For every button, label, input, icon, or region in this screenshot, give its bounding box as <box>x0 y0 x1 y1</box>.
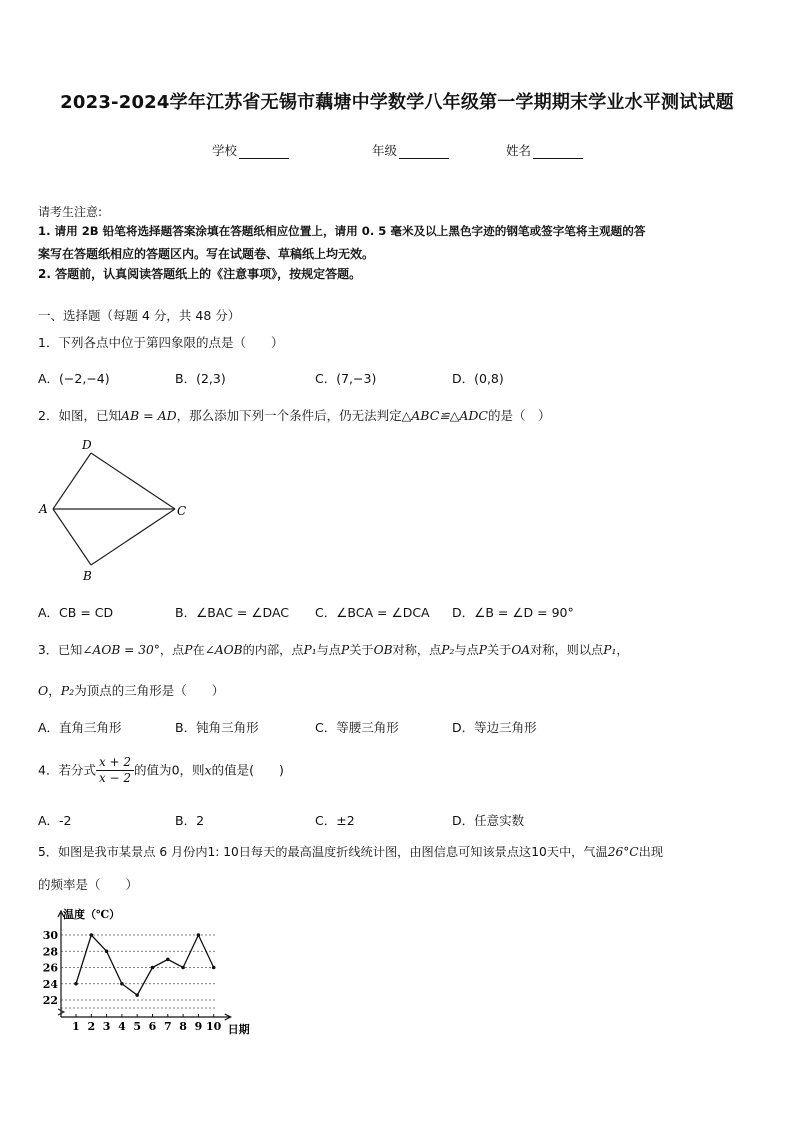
q3-t1: 3．已知 <box>38 643 83 657</box>
q2-stem-pre: 2．如图，已知 <box>38 408 121 423</box>
segment-bc <box>91 509 175 565</box>
x-tick-label-2: 2 <box>87 1020 96 1033</box>
q4-option-a: A．-2 <box>38 813 72 828</box>
q3-p2-b: P₂ <box>60 683 75 698</box>
q4-option-c: C．±2 <box>315 813 355 828</box>
name-label: 姓名 <box>506 143 532 158</box>
data-point-day-3 <box>105 949 109 953</box>
temperature-series-line <box>76 935 214 995</box>
question-5-line-1 <box>38 843 663 860</box>
question-5-line-2: 的频率是（ ） <box>38 877 139 892</box>
q3-option-b: B．钝角三角形 <box>175 720 259 735</box>
q5-t2: 天中，气温 <box>546 845 608 859</box>
q2-stem-post: 的是（ ） <box>488 408 551 423</box>
q3-p1: P₁ <box>303 643 317 657</box>
q3-ob: OB <box>373 643 393 657</box>
q1-option-a: A．(−2,−4) <box>38 371 110 386</box>
q2-math-ab-ad: AB = AD <box>120 408 177 423</box>
q4-fraction <box>96 755 134 786</box>
y-tick-label-26: 26 <box>42 961 58 975</box>
q2-option-b: B．∠BAC = ∠DAC <box>175 605 290 620</box>
question-3-line-1 <box>38 641 629 658</box>
q3-angle: ∠AOB = 30° <box>82 643 160 657</box>
q3-t2: ，点 <box>159 643 185 657</box>
x-tick-label-1: 1 <box>72 1020 80 1033</box>
q3-t7: 对称，点 <box>392 643 442 657</box>
data-point-day-1 <box>74 982 78 986</box>
q3-t13: 为顶点的三角形是（ ） <box>74 683 225 698</box>
name-blank <box>533 145 583 159</box>
q3-p-c: P <box>478 643 487 657</box>
q5-t1: 5．如图是我市某景点 6 月份内1: 10日每天的最高温度折线统计图，由图信息可知该景点这 <box>38 845 532 859</box>
q2-option-d: D．∠B = ∠D = 90° <box>452 605 574 620</box>
x-tick-label-6: 6 <box>148 1020 157 1033</box>
y-axis-label: 温度（℃） <box>63 908 121 921</box>
school-blank <box>239 145 289 159</box>
notice-line-2: 2. 答题前，认真阅读答题纸上的《注意事项》，按规定答题。 <box>38 267 362 281</box>
question-1-stem: 1．下列各点中位于第四象限的点是（ ） <box>38 335 284 350</box>
q3-t5: 与点 <box>316 643 341 657</box>
q4-zero: 0 <box>171 762 180 778</box>
data-point-day-4 <box>120 982 124 986</box>
label-b: B <box>83 569 92 583</box>
q3-option-a: A．直角三角形 <box>38 720 122 735</box>
y-tick-label-30: 30 <box>42 929 58 942</box>
q3-option-d: D．等边三角形 <box>452 720 537 735</box>
q4-denominator: x − 2 <box>98 771 132 785</box>
x-tick-label-3: 3 <box>102 1020 111 1033</box>
notice-heading: 请考生注意: <box>38 205 103 219</box>
q3-p1-b: P₁ <box>603 643 617 657</box>
grade-blank <box>399 145 449 159</box>
question-3-line-2 <box>38 681 224 699</box>
x-tick-label-10: 10 <box>206 1020 222 1033</box>
q2-figure-quadrilateral <box>30 430 210 590</box>
school-label: 学校 <box>212 143 238 158</box>
q3-p-b: P <box>341 643 350 657</box>
q3-o: O <box>38 683 49 698</box>
q3-t9: 关于 <box>486 643 512 657</box>
q3-angle-2: ∠AOB <box>204 643 243 657</box>
q3-t8: 与点 <box>454 643 479 657</box>
x-axis-label: 日期 <box>227 1023 250 1035</box>
q3-t10: 对称，则以点 <box>530 643 604 657</box>
q1-option-c: C．(7,−3) <box>315 371 377 386</box>
q4-option-b: B．2 <box>175 813 205 828</box>
q4-option-d: D．任意实数 <box>452 813 525 828</box>
q4-x: x <box>204 762 212 778</box>
q1-option-b: B．(2,3) <box>175 371 226 386</box>
x-tick-label-8: 8 <box>179 1020 187 1033</box>
grade-label: 年级 <box>372 143 398 158</box>
q4-t1: 4．若分式 <box>38 762 96 778</box>
q3-option-c: C．等腰三角形 <box>315 720 399 735</box>
q3-t6: 关于 <box>349 643 374 657</box>
q2-option-c: C．∠BCA = ∠DCA <box>315 605 430 620</box>
q3-t12: ， <box>48 683 61 698</box>
page-title: 2023-2024学年江苏省无锡市藕塘中学数学八年级第一学期期末学业水平测试试题 <box>60 92 734 113</box>
q4-t3: ，则 <box>179 762 205 778</box>
q2-option-a: A．CB = CD <box>38 605 114 620</box>
q5-t3: 出现 <box>638 845 664 859</box>
data-point-day-8 <box>181 966 185 970</box>
question-4-stem <box>38 755 284 786</box>
section-heading: 一、选择题（每题 4 分，共 48 分） <box>38 308 241 323</box>
segment-dc <box>91 453 175 509</box>
y-tick-label-24: 24 <box>42 977 58 991</box>
data-point-day-9 <box>197 933 201 937</box>
segment-ad <box>53 453 91 509</box>
notice-line-1b: 案写在答题纸相应的答题区内。写在试题卷、草稿纸上均无效。 <box>38 247 375 261</box>
notice-line-1a: 1. 请用 2B 铅笔将选择题答案涂填在答题纸相应位置上，请用 0. 5 毫米及以上黑色字迹的钢笔或签字笔将主观题的答 <box>38 224 646 238</box>
q4-t2: 的值为 <box>134 762 172 778</box>
data-point-day-5 <box>135 993 139 997</box>
q3-t3: 在 <box>192 643 205 657</box>
school-field <box>212 141 289 159</box>
q3-p: P <box>184 643 193 657</box>
q4-t4: 的值是( ) <box>211 762 284 778</box>
q5-temp: 26°C <box>607 845 639 859</box>
data-point-day-2 <box>90 933 94 937</box>
x-tick-label-7: 7 <box>163 1020 172 1033</box>
x-tick-label-5: 5 <box>133 1020 142 1033</box>
y-tick-label-22: 22 <box>42 994 58 1007</box>
label-a: A <box>39 502 48 516</box>
y-tick-label-28: 28 <box>42 945 58 959</box>
data-point-day-6 <box>151 966 155 970</box>
data-point-day-10 <box>212 966 216 970</box>
q2-stem-mid: ，那么添加下列一个条件后，仍无法判定 <box>176 408 402 423</box>
q4-numerator: x + 2 <box>96 755 134 771</box>
q3-t4: 的内部，点 <box>242 643 304 657</box>
q2-math-congruence: △ABC≌△ADC <box>401 408 488 423</box>
label-d: D <box>82 438 92 452</box>
name-field <box>506 141 583 159</box>
q3-oa: OA <box>511 643 531 657</box>
x-tick-label-9: 9 <box>194 1020 203 1033</box>
q5-ten: 10 <box>531 845 547 859</box>
temperature-line-chart <box>38 905 268 1035</box>
label-c: C <box>177 504 187 518</box>
segment-ab <box>53 509 91 565</box>
q1-option-d: D．(0,8) <box>452 371 504 386</box>
question-2-stem <box>38 406 551 424</box>
grade-field <box>372 141 449 159</box>
q3-t11: ， <box>616 643 629 657</box>
q3-p2: P₂ <box>441 643 455 657</box>
data-point-day-7 <box>166 958 170 962</box>
x-tick-label-4: 4 <box>118 1020 126 1033</box>
